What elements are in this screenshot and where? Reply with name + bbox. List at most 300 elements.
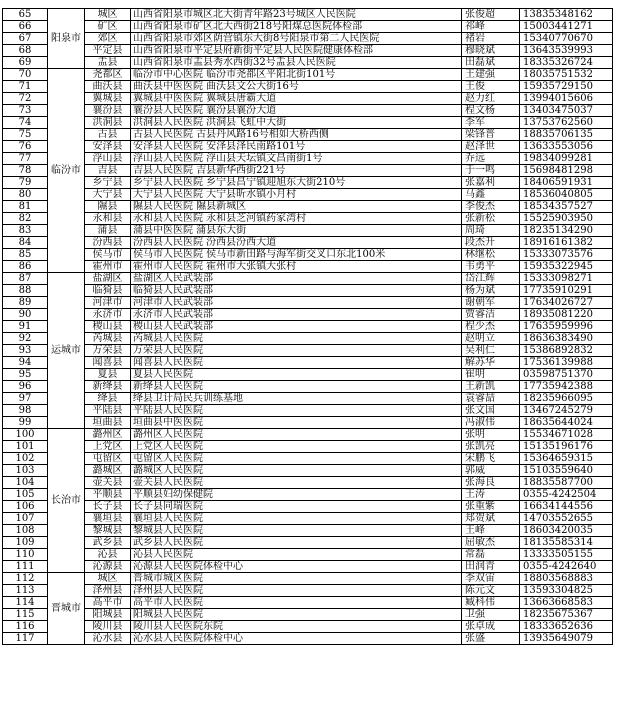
phone-cell: 13333505155 <box>520 549 613 561</box>
row-number-cell: 112 <box>3 573 48 585</box>
address-cell: 大宁县人民医院 大宁县昕水镇小月村 <box>131 189 462 201</box>
table-row <box>3 153 613 165</box>
address-cell: 平陆县人民医院 <box>131 405 462 417</box>
contact-person-cell: 郭威 <box>462 465 520 477</box>
table-row <box>3 561 613 573</box>
address-cell: 泽州县人民医院 <box>131 585 462 597</box>
phone-cell: 14703552655 <box>520 513 613 525</box>
county-cell: 汾西县 <box>85 237 131 249</box>
row-number-cell: 109 <box>3 537 48 549</box>
county-cell: 郊区 <box>85 33 131 45</box>
county-cell: 永济市 <box>85 309 131 321</box>
county-cell: 黎城县 <box>85 525 131 537</box>
address-cell: 沁源县人民医院体检中心 <box>131 561 462 573</box>
row-number-cell: 115 <box>3 609 48 621</box>
table-row <box>3 357 613 369</box>
county-cell: 沁县 <box>85 549 131 561</box>
phone-cell: 18803568883 <box>520 573 613 585</box>
contact-person-cell: 臧科伟 <box>462 597 520 609</box>
city-cell: 长治市 <box>48 429 85 573</box>
county-cell: 尧都区 <box>85 69 131 81</box>
row-number-cell: 74 <box>3 117 48 129</box>
phone-cell: 18235966095 <box>520 393 613 405</box>
row-number-cell: 111 <box>3 561 48 573</box>
address-cell: 霍州市人民医院 霍州市大张镇大张村 <box>131 261 462 273</box>
address-cell: 平顺县妇幼保健院 <box>131 489 462 501</box>
address-cell: 沁县人民医院 <box>131 549 462 561</box>
phone-cell: 17735942388 <box>520 381 613 393</box>
county-cell: 长子县 <box>85 501 131 513</box>
contact-person-cell: 田润青 <box>462 561 520 573</box>
contact-person-cell: 陈元文 <box>462 585 520 597</box>
county-cell: 绛县 <box>85 393 131 405</box>
row-number-cell: 65 <box>3 9 48 21</box>
phone-cell: 15135196176 <box>520 441 613 453</box>
phone-cell: 15003441271 <box>520 21 613 33</box>
contact-person-cell: 张卓成 <box>462 621 520 633</box>
table-row <box>3 189 613 201</box>
table-row <box>3 165 613 177</box>
contact-person-cell: 崔明 <box>462 369 520 381</box>
phone-cell: 15364659315 <box>520 453 613 465</box>
county-cell: 安泽县 <box>85 141 131 153</box>
county-cell: 稷山县 <box>85 321 131 333</box>
contact-person-cell: 程文杨 <box>462 105 520 117</box>
table-row <box>3 57 613 69</box>
row-number-cell: 98 <box>3 405 48 417</box>
row-number-cell: 95 <box>3 369 48 381</box>
phone-cell: 18235134290 <box>520 225 613 237</box>
address-cell: 隰县人民医院 隰县新城区 <box>131 201 462 213</box>
county-cell: 夏县 <box>85 369 131 381</box>
address-cell: 永和县人民医院 永和县芝河镇药家湾村 <box>131 213 462 225</box>
contact-person-cell: 王涛 <box>462 489 520 501</box>
row-number-cell: 110 <box>3 549 48 561</box>
contact-person-cell: 王建强 <box>462 69 520 81</box>
address-cell: 潞城区人民医院 <box>131 465 462 477</box>
address-cell: 侯马市人民医院 侯马市新田路与海军街交叉口东北100米 <box>131 249 462 261</box>
row-number-cell: 102 <box>3 453 48 465</box>
row-number-cell: 77 <box>3 153 48 165</box>
row-number-cell: 107 <box>3 513 48 525</box>
contact-person-cell: 袁睿喆 <box>462 393 520 405</box>
contact-person-cell: 韦勇平 <box>462 261 520 273</box>
county-cell: 矿区 <box>85 21 131 33</box>
address-cell: 盐湖区人民武装部 <box>131 273 462 285</box>
row-number-cell: 101 <box>3 441 48 453</box>
contact-person-cell: 张海良 <box>462 477 520 489</box>
contact-person-cell: 杨为斌 <box>462 285 520 297</box>
county-cell: 盂县 <box>85 57 131 69</box>
table-row <box>3 129 613 141</box>
phone-cell: 18333652636 <box>520 621 613 633</box>
row-number-cell: 94 <box>3 357 48 369</box>
phone-cell: 18635644024 <box>520 417 613 429</box>
address-cell: 曲沃县中医医院 曲沃县文公大街16号 <box>131 81 462 93</box>
row-number-cell: 69 <box>3 57 48 69</box>
county-cell: 古县 <box>85 129 131 141</box>
contact-person-cell: 谢朝军 <box>462 297 520 309</box>
row-number-cell: 90 <box>3 309 48 321</box>
county-cell: 新绛县 <box>85 381 131 393</box>
phone-cell: 0355-4242504 <box>520 489 613 501</box>
city-cell: 晋城市 <box>48 573 85 645</box>
phone-cell: 18406591931 <box>520 177 613 189</box>
row-number-cell: 96 <box>3 381 48 393</box>
address-cell: 吉县人民医院 吉县新华西街221号 <box>131 165 462 177</box>
address-cell: 洪洞县人民医院 洪洞县飞虹中大街 <box>131 117 462 129</box>
county-cell: 沁源县 <box>85 561 131 573</box>
row-number-cell: 113 <box>3 585 48 597</box>
address-cell: 临汾市中心医院 临汾市尧都区平阳北街101号 <box>131 69 462 81</box>
table-row <box>3 381 613 393</box>
phone-cell: 15935729150 <box>520 81 613 93</box>
row-number-cell: 93 <box>3 345 48 357</box>
phone-cell: 18135585314 <box>520 537 613 549</box>
table-row <box>3 633 613 645</box>
table-row <box>3 393 613 405</box>
county-cell: 陵川县 <box>85 621 131 633</box>
phone-cell: 16634144556 <box>520 501 613 513</box>
contact-person-cell: 林继松 <box>462 249 520 261</box>
row-number-cell: 75 <box>3 129 48 141</box>
table-row <box>3 477 613 489</box>
contact-person-cell: 张嘉利 <box>462 177 520 189</box>
row-number-cell: 67 <box>3 33 48 45</box>
address-cell: 河津市人民武装部 <box>131 297 462 309</box>
address-cell: 山西省阳泉市平定县府新街平定县人民医院健康体检部 <box>131 45 462 57</box>
address-cell: 襄垣县人民医院 <box>131 513 462 525</box>
contact-person-cell: 段杰升 <box>462 237 520 249</box>
table-row <box>3 81 613 93</box>
contact-person-cell: 郑贺斌 <box>462 513 520 525</box>
address-cell: 山西省阳泉市矿区北大西街218号阳煤总医院体检部 <box>131 21 462 33</box>
address-cell: 芮城县人民医院 <box>131 333 462 345</box>
row-number-cell: 91 <box>3 321 48 333</box>
table-row <box>3 429 613 441</box>
address-cell: 潞州区人民医院 <box>131 429 462 441</box>
row-number-cell: 99 <box>3 417 48 429</box>
table-row <box>3 45 613 57</box>
table-row <box>3 465 613 477</box>
contact-person-cell: 张重紫 <box>462 501 520 513</box>
phone-cell: 18603420035 <box>520 525 613 537</box>
row-number-cell: 66 <box>3 21 48 33</box>
address-cell: 高平市人民医院 <box>131 597 462 609</box>
county-cell: 乡宁县 <box>85 177 131 189</box>
contact-person-cell: 张凯亮 <box>462 441 520 453</box>
row-number-cell: 104 <box>3 477 48 489</box>
table-row <box>3 177 613 189</box>
contact-person-cell: 宋鹏飞 <box>462 453 520 465</box>
address-cell: 万荣县人民医院 <box>131 345 462 357</box>
phone-cell: 13467245279 <box>520 405 613 417</box>
contact-person-cell: 王俊 <box>462 81 520 93</box>
county-cell: 垣曲县 <box>85 417 131 429</box>
county-cell: 吉县 <box>85 165 131 177</box>
table-row <box>3 525 613 537</box>
contact-person-cell: 梁锋普 <box>462 129 520 141</box>
address-cell: 新绛县人民医院 <box>131 381 462 393</box>
contact-person-cell: 周琦 <box>462 225 520 237</box>
address-cell: 乡宁县人民医院 乡宁县昌宁镇迎旭东大街210号 <box>131 177 462 189</box>
table-row <box>3 285 613 297</box>
contact-person-cell: 常磊 <box>462 549 520 561</box>
phone-cell: 03598751370 <box>520 369 613 381</box>
row-number-cell: 81 <box>3 201 48 213</box>
phone-cell: 18636383490 <box>520 333 613 345</box>
phone-cell: 13835348162 <box>520 9 613 21</box>
row-number-cell: 79 <box>3 177 48 189</box>
contact-person-cell: 王新凯 <box>462 381 520 393</box>
county-cell: 临猗县 <box>85 285 131 297</box>
address-cell: 临猗县人民武装部 <box>131 285 462 297</box>
row-number-cell: 97 <box>3 393 48 405</box>
table-row <box>3 9 613 21</box>
address-cell: 翼城县中医医院 翼城县唐霸大道 <box>131 93 462 105</box>
table-row <box>3 213 613 225</box>
row-number-cell: 84 <box>3 237 48 249</box>
city-cell: 临汾市 <box>48 69 85 273</box>
row-number-cell: 78 <box>3 165 48 177</box>
address-cell: 武乡县人民医院 <box>131 537 462 549</box>
contact-person-cell: 张文国 <box>462 405 520 417</box>
phone-cell: 15534671028 <box>520 429 613 441</box>
phone-cell: 17536139988 <box>520 357 613 369</box>
county-cell: 蒲县 <box>85 225 131 237</box>
phone-cell: 13593304825 <box>520 585 613 597</box>
row-number-cell: 72 <box>3 93 48 105</box>
phone-cell: 18935081220 <box>520 309 613 321</box>
table-row <box>3 21 613 33</box>
address-cell: 安泽县人民医院 安泽县泽民南路101号 <box>131 141 462 153</box>
phone-cell: 17634026727 <box>520 297 613 309</box>
address-cell: 永济市人民武装部 <box>131 309 462 321</box>
contact-person-cell: 褚岩 <box>462 33 520 45</box>
contact-person-cell: 贾睿洁 <box>462 309 520 321</box>
county-cell: 平陆县 <box>85 405 131 417</box>
address-cell: 垣曲县中医医院 <box>131 417 462 429</box>
address-cell: 陵川县人民医院东院 <box>131 621 462 633</box>
row-number-cell: 85 <box>3 249 48 261</box>
phone-cell: 15935322945 <box>520 261 613 273</box>
table-row <box>3 321 613 333</box>
address-cell: 古县人民医院 古县丹风路16号相如大桥西侧 <box>131 129 462 141</box>
row-number-cell: 89 <box>3 297 48 309</box>
contact-person-cell: 马鑫 <box>462 189 520 201</box>
table-row <box>3 141 613 153</box>
county-cell: 壶关县 <box>85 477 131 489</box>
address-cell: 绛县卫计局民兵训练基地 <box>131 393 462 405</box>
table-row <box>3 225 613 237</box>
contact-person-cell: 李俊杰 <box>462 201 520 213</box>
county-cell: 泽州县 <box>85 585 131 597</box>
phone-cell: 18335326724 <box>520 57 613 69</box>
table-row <box>3 513 613 525</box>
table-row <box>3 333 613 345</box>
table-row <box>3 453 613 465</box>
table-row <box>3 369 613 381</box>
county-cell: 霍州市 <box>85 261 131 273</box>
phone-cell: 19834099281 <box>520 153 613 165</box>
contact-person-cell: 屈敏杰 <box>462 537 520 549</box>
table-row <box>3 117 613 129</box>
address-cell: 沁水县人民医院体检中心 <box>131 633 462 645</box>
table-row <box>3 441 613 453</box>
county-cell: 城区 <box>85 9 131 21</box>
address-cell: 襄汾县人民医院 襄汾县襄汾大道 <box>131 105 462 117</box>
contact-person-cell: 冯淑伟 <box>462 417 520 429</box>
address-cell: 稷山县人民武装部 <box>131 321 462 333</box>
row-number-cell: 80 <box>3 189 48 201</box>
table-row <box>3 489 613 501</box>
contact-person-cell: 赵明立 <box>462 333 520 345</box>
table-row <box>3 261 613 273</box>
contact-person-cell: 张明 <box>462 429 520 441</box>
table-row <box>3 417 613 429</box>
phone-cell: 15103559640 <box>520 465 613 477</box>
phone-cell: 15333073576 <box>520 249 613 261</box>
county-cell: 大宁县 <box>85 189 131 201</box>
address-cell: 山西省阳泉市城区北大街青年路23号城区人民医院 <box>131 9 462 21</box>
contact-person-cell: 解苏华 <box>462 357 520 369</box>
row-number-cell: 82 <box>3 213 48 225</box>
phone-cell: 13994015606 <box>520 93 613 105</box>
contact-person-cell: 岱江辉 <box>462 273 520 285</box>
physical-exam-sites-table <box>2 8 613 645</box>
row-number-cell: 116 <box>3 621 48 633</box>
contact-person-cell: 李双宙 <box>462 573 520 585</box>
table-row <box>3 297 613 309</box>
row-number-cell: 108 <box>3 525 48 537</box>
address-cell: 汾西县人民医院 汾西县汾西大道 <box>131 237 462 249</box>
table-row <box>3 597 613 609</box>
phone-cell: 13403475037 <box>520 105 613 117</box>
address-cell: 晋城市城区医院 <box>131 573 462 585</box>
county-cell: 芮城县 <box>85 333 131 345</box>
county-cell: 浮山县 <box>85 153 131 165</box>
phone-cell: 0355-4242640 <box>520 561 613 573</box>
row-number-cell: 83 <box>3 225 48 237</box>
phone-cell: 15698481298 <box>520 165 613 177</box>
contact-person-cell: 张盛 <box>462 633 520 645</box>
contact-person-cell: 卫强 <box>462 609 520 621</box>
address-cell: 山西省阳泉市盂县秀水西街32号盂县人民医院 <box>131 57 462 69</box>
address-cell: 长子县同瑞医院 <box>131 501 462 513</box>
phone-cell: 18235675367 <box>520 609 613 621</box>
phone-cell: 18035751532 <box>520 69 613 81</box>
row-number-cell: 117 <box>3 633 48 645</box>
table-row <box>3 201 613 213</box>
contact-person-cell: 乔远 <box>462 153 520 165</box>
row-number-cell: 70 <box>3 69 48 81</box>
county-cell: 沁水县 <box>85 633 131 645</box>
row-number-cell: 68 <box>3 45 48 57</box>
phone-cell: 18835587700 <box>520 477 613 489</box>
row-number-cell: 100 <box>3 429 48 441</box>
county-cell: 河津市 <box>85 297 131 309</box>
county-cell: 侯马市 <box>85 249 131 261</box>
address-cell: 壶关县人民医院 <box>131 477 462 489</box>
table-row <box>3 105 613 117</box>
county-cell: 洪洞县 <box>85 117 131 129</box>
table-row <box>3 345 613 357</box>
county-cell: 阳城县 <box>85 609 131 621</box>
address-cell: 夏县人民医院 <box>131 369 462 381</box>
county-cell: 闻喜县 <box>85 357 131 369</box>
county-cell: 襄汾县 <box>85 105 131 117</box>
table-row <box>3 33 613 45</box>
table-row <box>3 609 613 621</box>
county-cell: 上党区 <box>85 441 131 453</box>
phone-cell: 15340770670 <box>520 33 613 45</box>
row-number-cell: 105 <box>3 489 48 501</box>
phone-cell: 13935649079 <box>520 633 613 645</box>
row-number-cell: 86 <box>3 261 48 273</box>
table-row <box>3 249 613 261</box>
row-number-cell: 87 <box>3 273 48 285</box>
county-cell: 万荣县 <box>85 345 131 357</box>
county-cell: 隰县 <box>85 201 131 213</box>
address-cell: 浮山县人民医院 浮山县天坛镇文昌南街1号 <box>131 153 462 165</box>
table-row <box>3 93 613 105</box>
table-row <box>3 549 613 561</box>
contact-person-cell: 张俊超 <box>462 9 520 21</box>
contact-person-cell: 张新松 <box>462 213 520 225</box>
phone-cell: 15386892832 <box>520 345 613 357</box>
phone-cell: 17735910291 <box>520 285 613 297</box>
contact-person-cell: 吴利仁 <box>462 345 520 357</box>
county-cell: 盐湖区 <box>85 273 131 285</box>
county-cell: 永和县 <box>85 213 131 225</box>
county-cell: 平顺县 <box>85 489 131 501</box>
phone-cell: 18835706135 <box>520 129 613 141</box>
row-number-cell: 76 <box>3 141 48 153</box>
contact-person-cell: 祁峰 <box>462 21 520 33</box>
table-row <box>3 501 613 513</box>
phone-cell: 13643539993 <box>520 45 613 57</box>
contact-person-cell: 于一鸣 <box>462 165 520 177</box>
address-cell: 黎城县人民医院 <box>131 525 462 537</box>
phone-cell: 13663668583 <box>520 597 613 609</box>
row-number-cell: 73 <box>3 105 48 117</box>
county-cell: 屯留区 <box>85 453 131 465</box>
city-cell: 阳泉市 <box>48 9 85 69</box>
phone-cell: 17635959996 <box>520 321 613 333</box>
row-number-cell: 106 <box>3 501 48 513</box>
address-cell: 山西省阳泉市郊区荫营镇东大街8号阳泉市第二人民医院 <box>131 33 462 45</box>
table-row <box>3 237 613 249</box>
city-cell: 运城市 <box>48 273 85 429</box>
county-cell: 潞州区 <box>85 429 131 441</box>
phone-cell: 18534357527 <box>520 201 613 213</box>
address-cell: 屯留区人民医院 <box>131 453 462 465</box>
address-cell: 阳城县人民医院 <box>131 609 462 621</box>
phone-cell: 13753762560 <box>520 117 613 129</box>
row-number-cell: 114 <box>3 597 48 609</box>
phone-cell: 15525903950 <box>520 213 613 225</box>
county-cell: 平定县 <box>85 45 131 57</box>
row-number-cell: 103 <box>3 465 48 477</box>
table-row <box>3 537 613 549</box>
county-cell: 城区 <box>85 573 131 585</box>
table-row <box>3 309 613 321</box>
contact-person-cell: 王峰 <box>462 525 520 537</box>
table-row <box>3 573 613 585</box>
table-row <box>3 69 613 81</box>
county-cell: 潞城区 <box>85 465 131 477</box>
row-number-cell: 71 <box>3 81 48 93</box>
